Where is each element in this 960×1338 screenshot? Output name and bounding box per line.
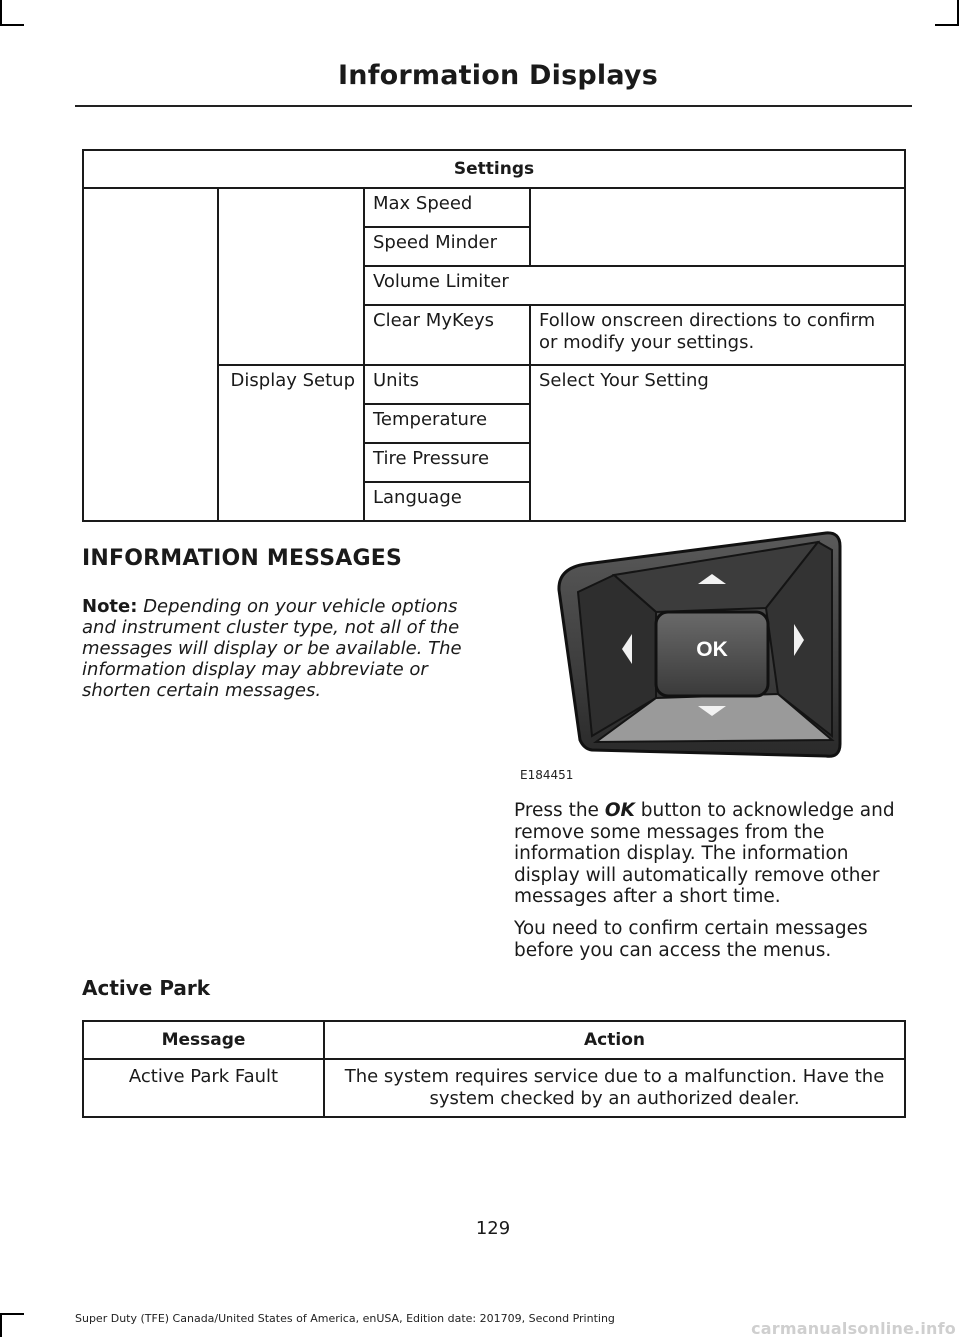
settings-cell-clear-mykeys: Clear MyKeys: [364, 305, 530, 365]
settings-cell-language: Language: [364, 482, 530, 521]
settings-cell-max-speed: Max Speed: [364, 188, 530, 227]
settings-cell-speed-minder: Speed Minder: [364, 227, 530, 266]
col-header-message: Message: [83, 1021, 324, 1059]
table-row: [83, 1059, 905, 1117]
header-divider: [75, 105, 912, 107]
settings-empty-cell: [218, 188, 364, 365]
crop-mark: [0, 24, 24, 26]
settings-cell-volume-limiter: Volume Limiter: [364, 266, 905, 305]
crop-mark: [957, 0, 959, 24]
message-cell: Active Park Fault: [83, 1059, 324, 1117]
watermark: carmanualsonline.info: [751, 1319, 956, 1338]
settings-empty-cell: [530, 188, 905, 266]
settings-cell-clear-mykeys-action: Follow onscreen directions to confirm or modify your settings.: [530, 305, 905, 365]
confirm-messages-paragraph: You need to confirm certain messages before you can access the menus.: [514, 918, 868, 961]
ok-button-keypad-illustration: [556, 530, 848, 760]
crop-mark: [0, 0, 2, 24]
page-number: 129: [475, 1218, 511, 1239]
note-paragraph: [82, 596, 474, 701]
figure-code: E184451: [520, 768, 574, 782]
para-text: button to acknowledge and remove some messages from the information display. The information display will automatically remove other messages after a short time.: [514, 800, 895, 907]
settings-table: [82, 149, 906, 522]
para-text: Press the: [514, 800, 605, 821]
action-cell: The system requires service due to a malfunction. Have the system checked by an authorized dealer.: [324, 1059, 905, 1117]
note-text: Depending on your vehicle options and instrument cluster type, not all of the messages will display or be available. The information display may abbreviate or shorten certain messages.: [82, 596, 462, 701]
crop-mark: [935, 24, 959, 26]
col-header-action: Action: [324, 1021, 905, 1059]
ok-key-label: OK: [696, 638, 728, 661]
crop-mark: [0, 1313, 2, 1337]
settings-cell-temperature: Temperature: [364, 404, 530, 443]
active-park-table: [82, 1020, 906, 1118]
ok-instruction-paragraph: [514, 800, 906, 908]
settings-empty-cell: [83, 188, 218, 521]
settings-cell-tire-pressure: Tire Pressure: [364, 443, 530, 482]
settings-table-header: Settings: [83, 150, 905, 188]
section-heading: INFORMATION MESSAGES: [82, 546, 403, 571]
note-label: Note:: [82, 596, 138, 617]
page-title: Information Displays: [338, 60, 658, 91]
settings-cell-display-setup: Display Setup: [218, 365, 364, 521]
crop-mark: [0, 1313, 24, 1315]
settings-cell-units: Units: [364, 365, 530, 404]
footer-text: Super Duty (TFE) Canada/United States of America, enUSA, Edition date: 201709, Second Printing: [75, 1312, 615, 1325]
active-park-heading: Active Park: [82, 976, 211, 1000]
settings-cell-select-setting: Select Your Setting: [530, 365, 905, 521]
ok-keyword: OK: [604, 800, 635, 821]
